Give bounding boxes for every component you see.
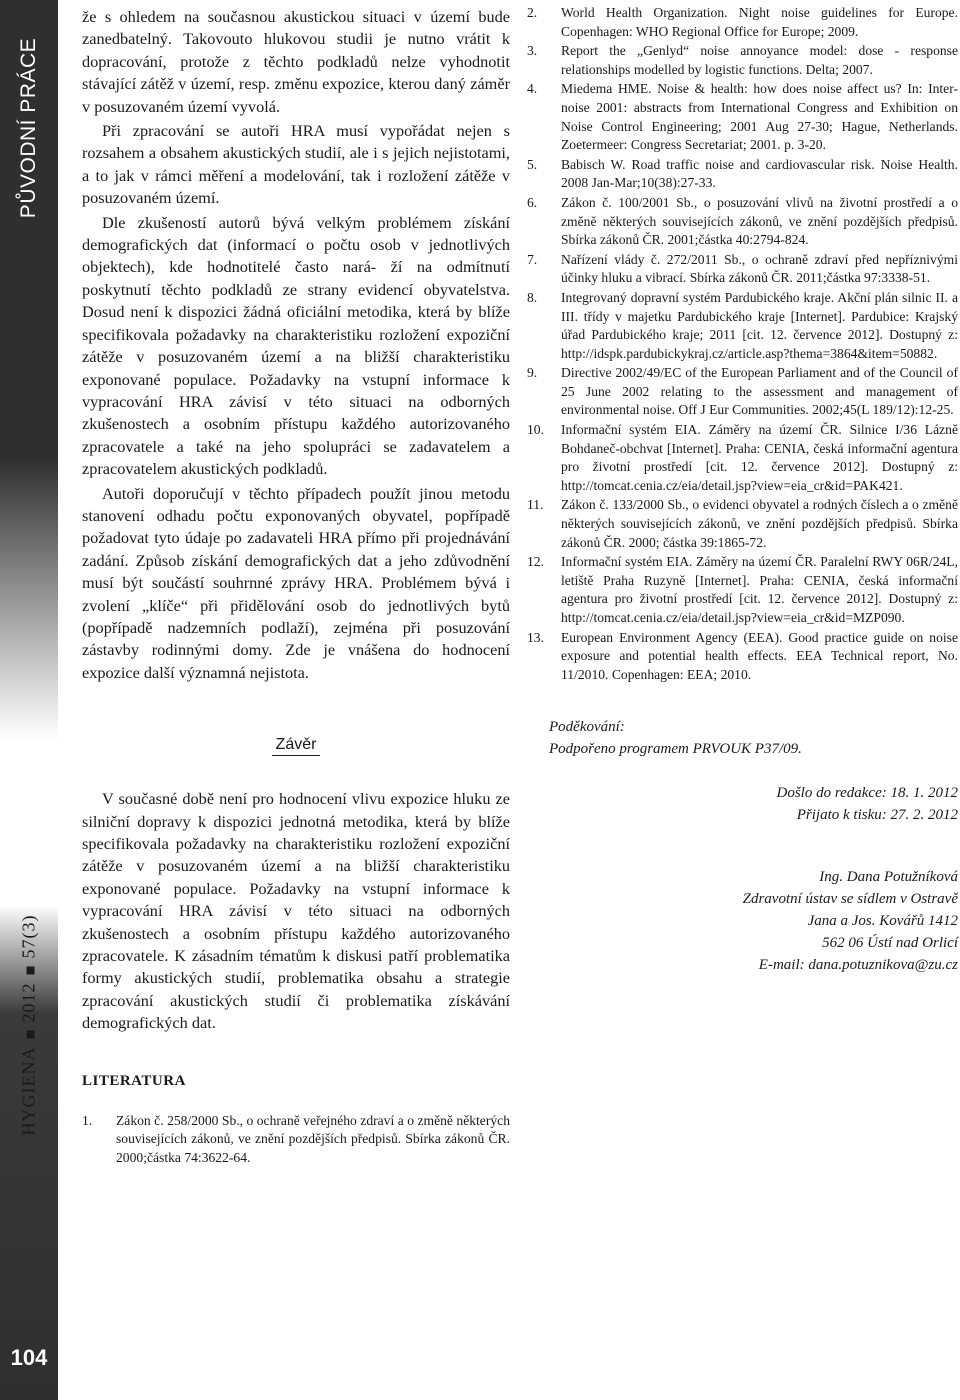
acknowledgement-heading: Poděkování: <box>549 719 625 736</box>
reference-number: 6. <box>527 194 538 210</box>
author-institution: Zdravotní ústav se sídlem v Ostravě <box>742 891 958 908</box>
author-name: Ing. Dana Potužníková <box>819 869 958 886</box>
reference-text: Zákon č. 100/2001 Sb., o posuzování vlivů na životní prostředí a o změně některých souvisejících zákonů, ve znění pozdějších předpisů. Sbírka zákonů ČR. 2001;částka 40:2794-824. <box>561 194 958 248</box>
square-separator-icon <box>26 967 34 975</box>
body-paragraph: Dle zkušeností autorů bývá velkým problémem získání demografických dat (informací o počtu osob v jednotlivých objektech), kde hodnotitelé často nará- ží na odmítnutí poskytnutí těchto podkladů ze strany evidencí obyvatelstva. Dosud není k dispozici žádná oficiální metodika, která by blíže specifikovala požadavky na charakteristiku rozložení expoziční zátěže v posuzovaném území a na bližší charakteristiku exponované populace. Požadavky na vstupní informace k vypracování HRA závisí v této situaci na odborných zkušenostech a osobním přístupu každého autorizovaného zpracovatele a také na jeho spolupráci se zadavatelem a zpracovatelem akustických podkladů. <box>82 212 510 479</box>
conclusion-heading-text: Závěr <box>272 736 321 756</box>
body-paragraph: že s ohledem na současnou akustickou situaci v území bude zanedbatelný. Takovouto hlukovou studii je nutno vrátit k dopracování, protože z těchto podkladů nelze vyhodnotit stávající zátěž v území, resp. změnu expozice, kterou daný záměr v posuzovaném území vyvolá. <box>82 7 510 116</box>
reference-text: Zákon č. 133/2000 Sb., o evidenci obyvatel a rodných číslech a o změně některých souvisejících zákonů, ve znění pozdějších předpisů. Sbírka zákonů ČR. 2000; částka 39:1865-72. <box>561 497 958 550</box>
reference-number: 9. <box>527 365 538 381</box>
manuscript-dates <box>527 782 958 826</box>
reference-item <box>527 80 958 154</box>
reference-text: Report the „Genlyd“ noise annoyance model: dose - response relationships modelled by logistic functions. Delta; 2007. <box>561 43 958 77</box>
reference-number: 11. <box>527 497 544 513</box>
reference-item <box>527 194 958 250</box>
reference-number: 5. <box>527 156 538 172</box>
reference-item <box>527 421 958 495</box>
page-number: 104 <box>10 1345 48 1370</box>
reference-item <box>527 42 958 79</box>
author-contact <box>527 866 958 976</box>
reference-text: Informační systém EIA. Záměry na území ČR. Silnice I/36 Lázně Bohdaneč-obchvat [Internet]. Praha: CENIA, česká informační agentura pro životní prostředí [cit. 12. července 2012]. Dostupný z: http://tomcat.cenia.cz/eia/detail.jsp?view=eia_cr&id=PAK421. <box>561 422 958 493</box>
reference-number: 12. <box>527 554 544 570</box>
journal-info <box>19 915 40 1136</box>
reference-text: Nařízení vlády č. 272/2011 Sb., o ochraně zdraví před nepříznivými účinky hluku a vibrací. Sbírka zákonů ČR. 2011;částka 97:3338-51. <box>561 251 958 286</box>
reference-item <box>527 156 958 193</box>
reference-text: Babisch W. Road traffic noise and cardiovascular risk. Noise Health. 2008 Jan-Mar;10(38):27-33. <box>561 156 958 191</box>
reference-item <box>527 289 958 363</box>
left-column <box>82 6 510 1167</box>
received-date: Došlo do redakce: 18. 1. 2012 <box>776 785 958 802</box>
journal-year: 2012 <box>18 982 39 1023</box>
reference-item <box>527 251 958 288</box>
reference-number: 3. <box>527 43 538 59</box>
reference-text: World Health Organization. Night noise guidelines for Europe. Copenhagen: WHO Regional Office for Europe; 2009. <box>561 5 958 39</box>
acknowledgement-text: Podpořeno programem PRVOUK P37/09. <box>549 741 802 758</box>
reference-text: Informační systém EIA. Záměry na území ČR. Paralelní RWY 06R/24L, letiště Praha Ruzyně [Internet]. Praha: CENIA, česká informační agentura pro životní prostředí [cit. 12. července 2012]. Dostupný z: http://tomcat.cenia.cz/eia/detail.jsp?view=eia_cr&id=MZP090. <box>561 554 958 625</box>
reference-text: Integrovaný dopravní systém Pardubického kraje. Akční plán silnic II. a III. třídy v majetku Pardubického kraje [Internet]. Pardubice: Krajský úřad Pardubického kraje; 2011 [cit. 12. července 2012]. Dostupný z: http://idspk.pardubickykraj.cz/article.asp?thema=3864&item=50882. <box>561 289 958 361</box>
accepted-date: Přijato k tisku: 27. 2. 2012 <box>796 807 958 824</box>
body-paragraph: Autoři doporučují v těchto případech použít jinou metodu stanovení odhadu počtu exponovaných obyvatel, popřípadě požadovat tyto údaje po zadavateli HRA přímo při projednávání zadání. Způsob získání demografických dat a jeho zdůvodnění musí být součástí souhrnné zprávy HRA. Problémem bývá i zvolení „klíče“ při přidělování osob do jednotlivých bytů (popřípadě nadzemních podlaží), zejména při posuzování zástavby rodinnými domy. Zde je vnášena do hodnocení expozice další významná nejistota. <box>82 483 510 682</box>
author-email: E-mail: dana.potuznikova@zu.cz <box>758 957 958 974</box>
literature-heading: LITERATURA <box>82 1072 186 1089</box>
reference-number: 2. <box>527 5 538 20</box>
reference-number: 7. <box>527 251 538 267</box>
square-separator-icon <box>26 1031 34 1039</box>
reference-text: Miedema HME. Noise & health: how does noise affect us? In: Inter-noise 2001: abstracts from International Congress and Exhibition on Noise Control Engineering; 2001 Aug 27-30; Hague, Netherlands. Zoetermeer: Congress Secretariat; 2001. p. 3-20. <box>561 81 958 153</box>
reference-item <box>527 364 958 420</box>
reference-list <box>527 4 958 684</box>
conclusion-heading <box>82 736 510 760</box>
reference-item <box>82 1112 510 1168</box>
reference-item <box>527 553 958 627</box>
acknowledgement <box>527 716 958 760</box>
body-paragraph: Při zpracování se autoři HRA musí vypořádat nejen s rozsahem a obsahem akustických studií, ale i s jejich nejistotami, a to jak v rámci měření a modelování, tak i rozložení zátěže v posuzovaném území. <box>82 121 510 208</box>
reference-text: Zákon č. 258/2000 Sb., o ochraně veřejného zdraví a o změně některých souvisejících zákonů, ve znění pozdějších předpisů. Sbírka zákonů ČR. 2000;částka 74:3622-64. <box>116 1112 510 1165</box>
reference-number: 8. <box>527 289 538 305</box>
author-street: Jana a Jos. Kovářů 1412 <box>807 913 958 930</box>
reference-item <box>527 4 958 41</box>
reference-item <box>527 629 958 685</box>
reference-list <box>82 1112 510 1168</box>
conclusion-paragraph: V současné době není pro hodnocení vlivu expozice hluku ze silniční dopravy k dispozici jednotná metodika, která by blíže specifikovala požadavky na charakteristiku rozložení expoziční zátěže v posuzovaném území a na bližší charakteristiku exponované populace. Požadavky na vstupní informace k vypracování HRA závisí v této situaci na odborných zkušenostech a osobním přístupu každého autorizovaného zpracovatele. K zásadním tématům k diskusi patří problematika formy akustických studií, problematika obsahu a strategie zpracování akustických studií či problematika získávání demografických dat. <box>82 789 510 1033</box>
section-title: PŮVODNÍ PRÁCE <box>17 37 40 219</box>
reference-number: 1. <box>82 1112 93 1128</box>
reference-item <box>527 496 958 552</box>
reference-text: Directive 2002/49/EC of the European Parliament and of the Council of 25 June 2002 relating to the assessment and management of environmental noise. Off J Eur Communities. 2002;45(L 189/12):12-25. <box>561 365 958 418</box>
reference-number: 10. <box>527 422 544 438</box>
right-column <box>527 4 958 976</box>
reference-number: 4. <box>527 81 538 97</box>
reference-number: 13. <box>527 629 544 645</box>
reference-text: European Environment Agency (EEA). Good practice guide on noise exposure and potential health effects. EEA Technical report, No. 11/2010. Copenhagen: EEA; 2010. <box>561 629 958 682</box>
page-sidebar <box>0 0 58 1400</box>
author-city: 562 06 Ústí nad Orlicí <box>822 935 958 952</box>
journal-volume: 57(3) <box>18 914 39 959</box>
journal-name: HYGIENA <box>18 1046 39 1136</box>
